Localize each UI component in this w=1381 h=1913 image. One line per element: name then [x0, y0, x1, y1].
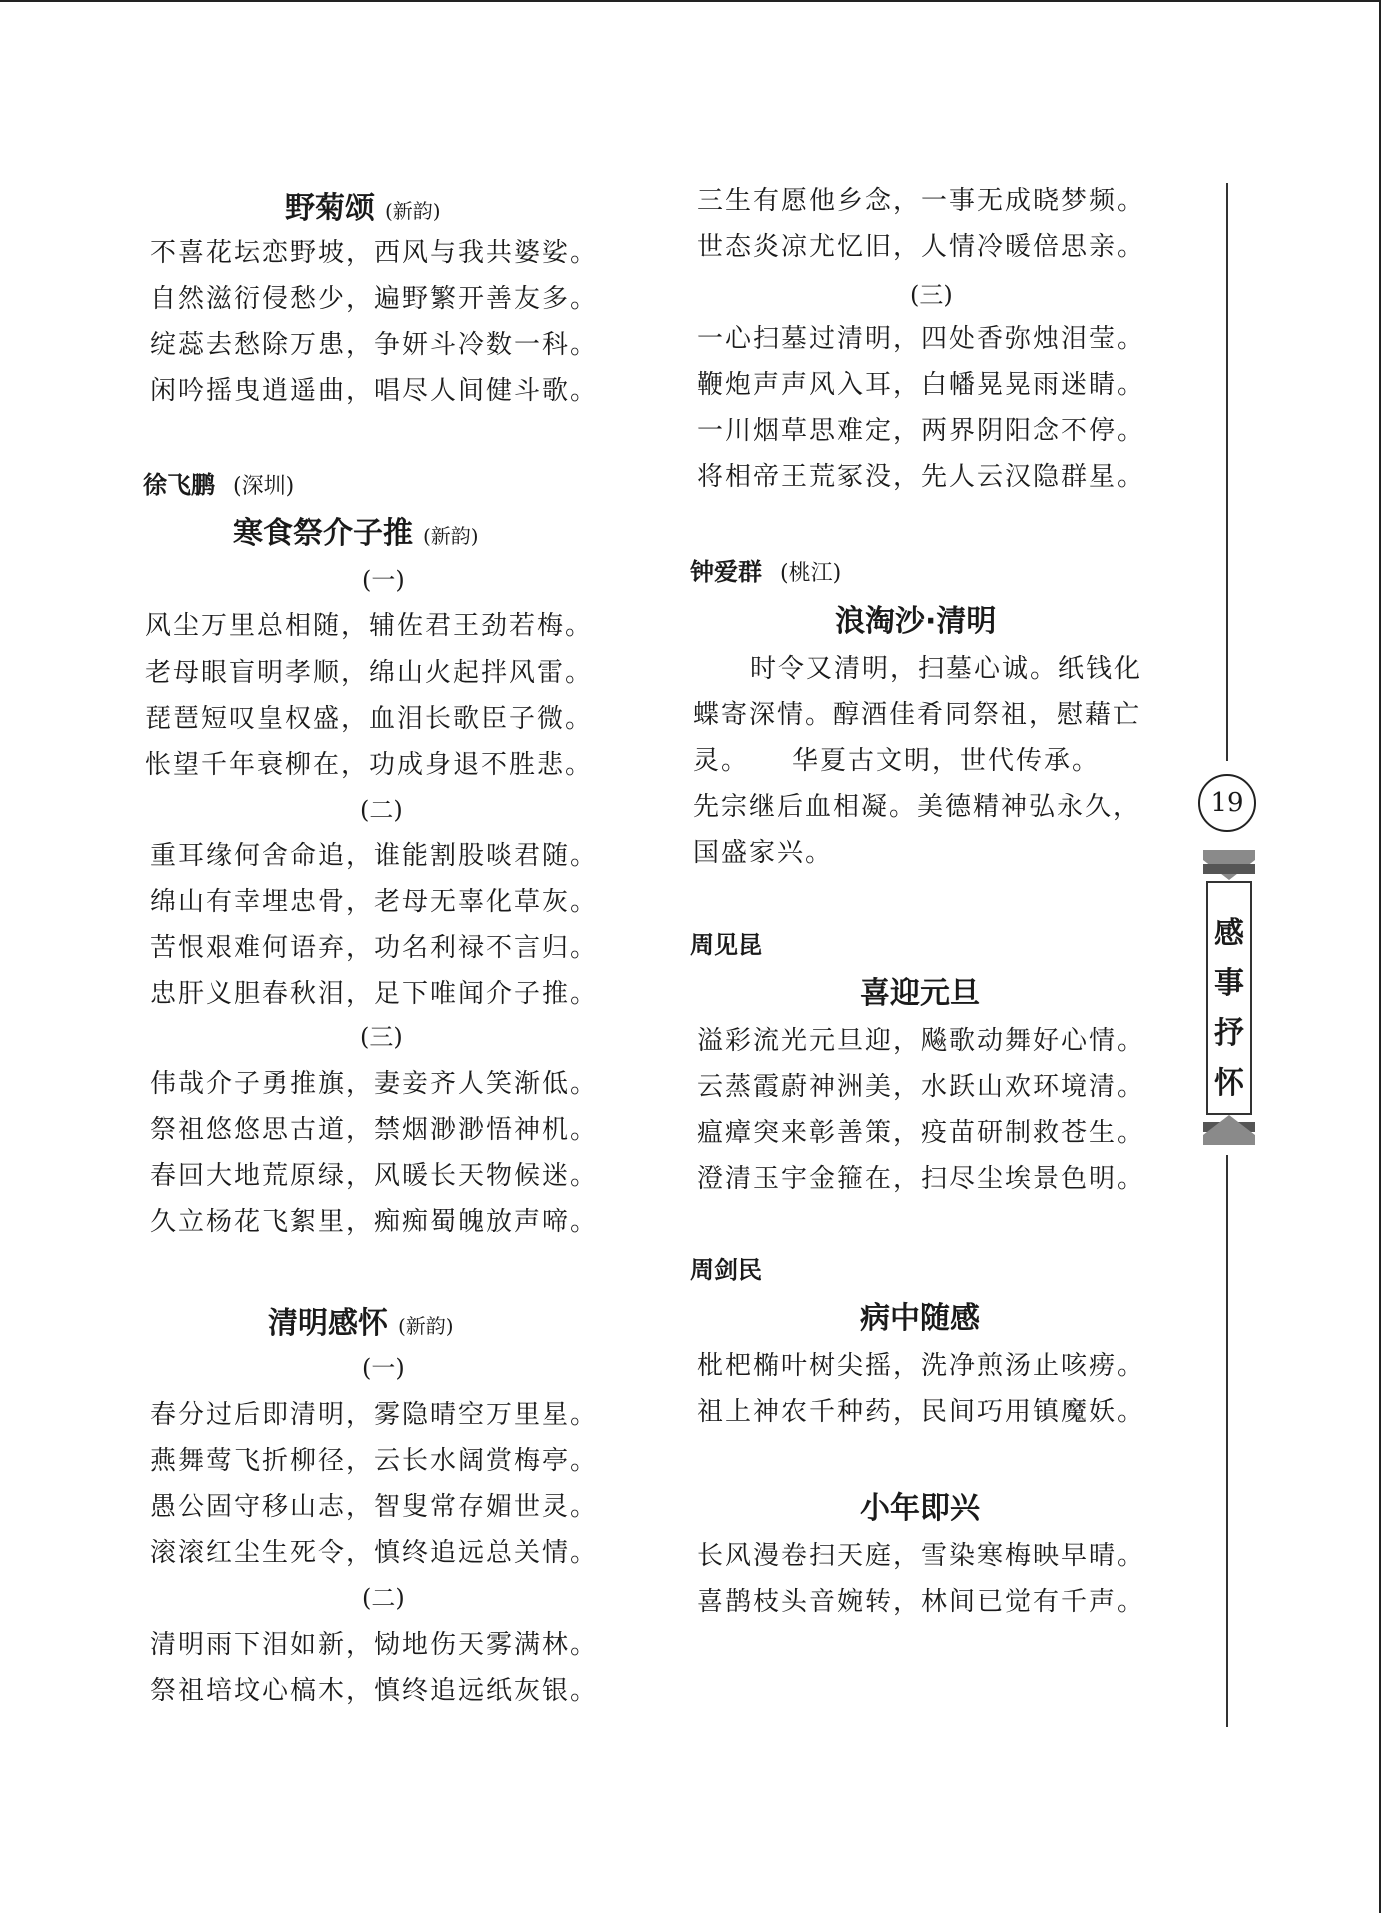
- poem-line: 祭祖培坟心槁木，慎终追远纸灰银。: [150, 1676, 599, 1706]
- author-name: 周见昆: [690, 931, 762, 959]
- poem-line: 愚公固守移山志，智叟常存媚世灵。: [150, 1492, 599, 1522]
- poem-line: 溢彩流光元旦迎，飚歌动舞好心情。: [697, 1026, 1146, 1056]
- section-char: 事: [1214, 966, 1244, 1001]
- poem-title: 喜迎元旦: [860, 976, 980, 1011]
- poem-line: 自然滋衍侵愁少，遍野繁开善友多。: [150, 284, 599, 314]
- poem-title: 病中随感: [860, 1301, 980, 1336]
- stanza-number: (二): [362, 1584, 405, 1612]
- section-char: 怀: [1214, 1066, 1244, 1101]
- poem-line: 清明雨下泪如新，恸地伤天雾满林。: [150, 1630, 599, 1660]
- poem-line: 瘟瘴突来彰善策，疫苗研制救苍生。: [697, 1118, 1146, 1148]
- poem-line: 绽蕊去愁除万患，争妍斗冷数一科。: [150, 330, 599, 360]
- poem-line: 祖上神农千种药，民间巧用镇魔妖。: [697, 1397, 1146, 1427]
- poem-line: 蝶寄深情。醇酒佳肴同祭祖，慰藉亡: [693, 700, 1142, 730]
- stanza-number: (三): [360, 1023, 403, 1051]
- poem-title: 寒食祭介子推 (新韵): [233, 516, 479, 551]
- poem-line: 春回大地荒原绿，风暖长天物候迷。: [150, 1161, 599, 1191]
- poem-line: 澄清玉宇金箍在，扫尽尘埃景色明。: [697, 1164, 1146, 1194]
- poem-line: 灵。 华夏古文明，世代传承。: [693, 746, 1101, 776]
- poem-title: 浪淘沙·清明: [835, 604, 997, 639]
- author-name: 徐飞鹏 (深圳): [143, 471, 295, 499]
- margin-rule-top: [1226, 183, 1228, 761]
- poem-line: 喜鹊枝头音婉转，林间已觉有千声。: [697, 1587, 1146, 1617]
- section-tab: [1203, 850, 1255, 1145]
- poem-line: 长风漫卷扫天庭，雪染寒梅映早晴。: [697, 1541, 1146, 1571]
- section-char: 抒: [1214, 1016, 1244, 1051]
- author-name: 周剑民: [690, 1256, 762, 1284]
- stanza-number: (一): [362, 566, 405, 594]
- poem-line: 三生有愿他乡念，一事无成晓梦频。: [697, 186, 1146, 216]
- poem-line: 重耳缘何舍命追，谁能割股啖君随。: [150, 841, 599, 871]
- stanza-number: (二): [360, 796, 403, 824]
- poem-line: 燕舞莺飞折柳径，云长水阔赏梅亭。: [150, 1446, 599, 1476]
- stanza-number: (三): [910, 281, 953, 309]
- poem-title: 小年即兴: [860, 1491, 980, 1526]
- stanza-number: (一): [362, 1354, 405, 1382]
- poem-line: 久立杨花飞絮里，痴痴蜀魄放声啼。: [150, 1207, 599, 1237]
- poem-line: 时令又清明，扫墓心诚。纸钱化: [750, 654, 1143, 684]
- poem-title: 清明感怀 (新韵): [268, 1306, 454, 1341]
- page-top-border: [0, 0, 1381, 2]
- poem-line: 云蒸霞蔚神洲美，水跃山欢环境清。: [697, 1072, 1146, 1102]
- poem-line: 鞭炮声声风入耳，白幡晃晃雨迷睛。: [697, 370, 1146, 400]
- poem-line: 国盛家兴。: [693, 838, 834, 868]
- section-char: 感: [1214, 916, 1244, 951]
- poem-line: 一川烟草思难定，两界阴阳念不停。: [697, 416, 1146, 446]
- poem-line: 先宗继后血相凝。美德精神弘永久，: [693, 792, 1142, 822]
- poem-line: 忠肝义胆春秋泪，足下唯闻介子推。: [150, 979, 599, 1009]
- poem-line: 春分过后即清明，雾隐晴空万里星。: [150, 1400, 599, 1430]
- poem-line: 祭祖悠悠思古道，禁烟渺渺悟神机。: [150, 1115, 599, 1145]
- author-name: 钟爱群 (桃江): [690, 558, 842, 586]
- poem-line: 闲吟摇曳逍遥曲，唱尽人间健斗歌。: [150, 376, 599, 406]
- poem-line: 琵琶短叹皇权盛，血泪长歌臣子微。: [145, 704, 594, 734]
- poem-line: 怅望千年衰柳在，功成身退不胜悲。: [145, 750, 594, 780]
- poem-line: 世态炎凉尤忆旧，人情冷暖倍思亲。: [697, 232, 1146, 262]
- poem-line: 将相帝王荒冢没，先人云汉隐群星。: [697, 462, 1146, 492]
- poem-title: 野菊颂 (新韵): [285, 191, 441, 226]
- poem-line: 绵山有幸埋忠骨，老母无辜化草灰。: [150, 887, 599, 917]
- page-number: 19: [1198, 774, 1256, 832]
- poem-line: 老母眼盲明孝顺，绵山火起拌风雷。: [145, 658, 594, 688]
- poem-line: 风尘万里总相随，辅佐君王劲若梅。: [145, 611, 594, 641]
- poem-line: 苦恨艰难何语弃，功名利禄不言归。: [150, 933, 599, 963]
- poem-line: 一心扫墓过清明，四处香弥烛泪莹。: [697, 324, 1146, 354]
- margin-rule-bottom: [1226, 1155, 1228, 1727]
- poem-line: 滚滚红尘生死令，慎终追远总关情。: [150, 1538, 599, 1568]
- poem-line: 枇杷椭叶树尖摇，洗净煎汤止咳痨。: [697, 1351, 1146, 1381]
- poem-line: 不喜花坛恋野坡，西风与我共婆娑。: [150, 238, 599, 268]
- poem-line: 伟哉介子勇推旗，妻妾齐人笑渐低。: [150, 1069, 599, 1099]
